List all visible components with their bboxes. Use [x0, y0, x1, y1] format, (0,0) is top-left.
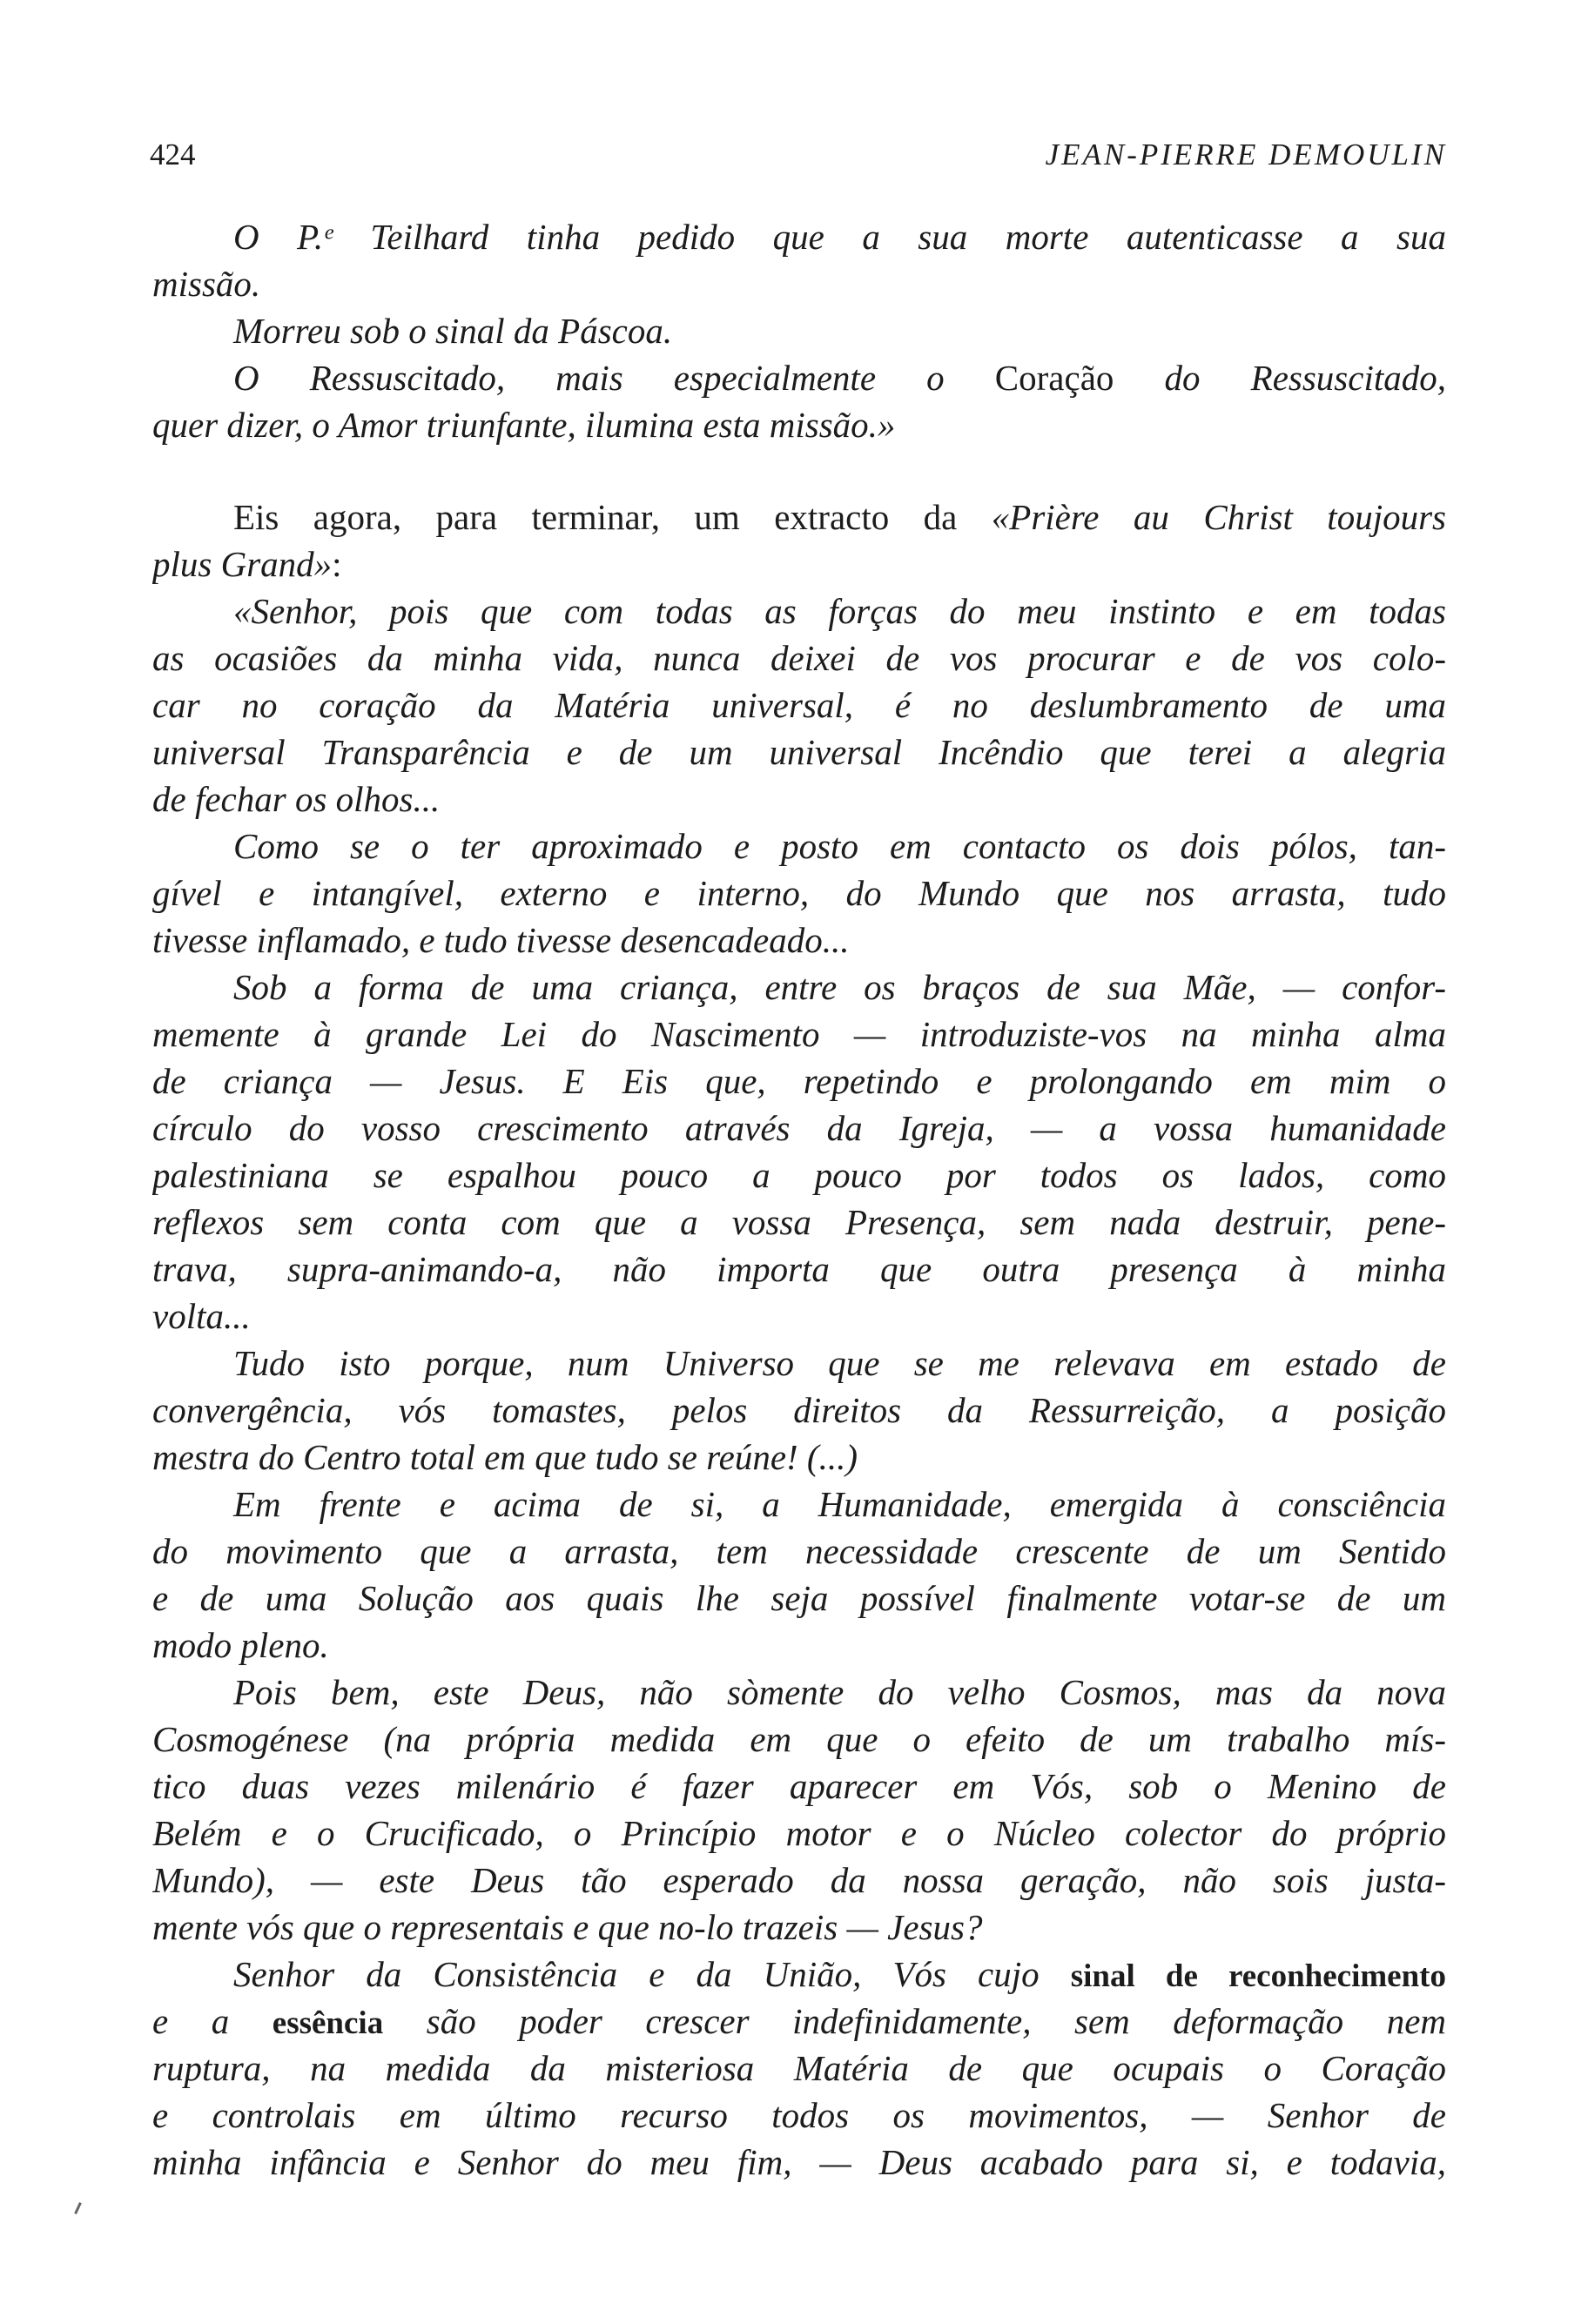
text-span: essência [272, 2005, 384, 2041]
text-line: Morreu sob o sinal da Páscoa. [233, 311, 673, 351]
text-line: Mundo), — este Deus tão esperado da nossa geração, não sois justa- [152, 1860, 1446, 1900]
text-line: O P.ᵉ Teilhard tinha pedido que a sua morte autenticasse a sua [233, 217, 1446, 257]
text-line: de fechar os olhos... [152, 779, 441, 819]
text-line: universal Transparência e de um universal Incêndio que terei a alegria [152, 732, 1446, 772]
text-line: Belém e o Crucificado, o Princípio motor e o Núcleo colector do próprio [152, 1813, 1446, 1853]
text-span: do Ressuscitado, [1114, 358, 1446, 398]
text-line: Pois bem, este Deus, não sòmente do velho Cosmos, mas da nova [233, 1672, 1446, 1712]
text-line: gível e intangível, externo e interno, do Mundo que nos arrasta, tudo [152, 873, 1446, 913]
text-line: tivesse inflamado, e tudo tivesse desencadeado... [152, 920, 850, 960]
text-line: minha infância e Senhor do meu fim, — Deus acabado para si, e todavia, [152, 2142, 1446, 2182]
text-line: mente vós que o representais e que no-lo trazeis — Jesus? [152, 1907, 983, 1947]
text-span: plus Grand» [152, 544, 333, 584]
text-line: de criança — Jesus. E Eis que, repetindo e prolongando em mim o [152, 1061, 1446, 1101]
text-line: memente à grande Lei do Nascimento — introduziste-vos na minha alma [152, 1014, 1446, 1054]
text-line [152, 1951, 1446, 1998]
text-line: volta... [152, 1296, 251, 1336]
text-line: missão. [152, 264, 261, 304]
text-line: quer dizer, o Amor triunfante, ilumina esta missão.» [152, 405, 896, 445]
text-span: Eis agora, para terminar, um extracto da [233, 497, 992, 537]
text-span: Senhor da Consistência e da União, Vós cujo [233, 1954, 1071, 1994]
text-line: tico duas vezes milenário é fazer aparecer em Vós, sob o Menino de [152, 1766, 1446, 1806]
text-line: mestra do Centro total em que tudo se reúne! (...) [152, 1437, 858, 1477]
text-line: reflexos sem conta com que a vossa Presença, sem nada destruir, pene- [152, 1202, 1446, 1242]
text-line: palestiniana se espalhou pouco a pouco por todos os lados, como [152, 1155, 1446, 1195]
text-line [152, 541, 1446, 588]
scan-speck [74, 2202, 82, 2214]
text-span: : [332, 544, 342, 584]
text-span: e a [152, 2001, 273, 2041]
text-line: as ocasiões da minha vida, nunca deixei de vos procurar e de vos colo- [152, 638, 1446, 678]
body-text [152, 213, 1446, 2186]
text-line: Cosmogénese (na própria medida em que o efeito de um trabalho mís- [152, 1719, 1446, 1759]
running-head: JEAN-PIERRE DEMOULIN [1045, 138, 1447, 171]
text-line: modo pleno. [152, 1625, 329, 1665]
text-line: trava, supra-animando-a, não importa que outra presença à minha [152, 1249, 1446, 1289]
text-line: Como se o ter aproximado e posto em contacto os dois pólos, tan- [233, 826, 1446, 866]
text-line: Tudo isto porque, num Universo que se me relevava em estado de [233, 1343, 1446, 1383]
text-line: e controlais em último recurso todos os movimentos, — Senhor de [152, 2095, 1446, 2135]
text-line [152, 494, 1446, 541]
page-number: 424 [150, 138, 196, 171]
paragraph-gap [152, 448, 1446, 494]
text-line: e de uma Solução aos quais lhe seja possível finalmente votar-se de um [152, 1578, 1446, 1618]
text-span: Coração [994, 358, 1114, 398]
text-line: car no coração da Matéria universal, é no deslumbramento de uma [152, 685, 1446, 725]
text-line: Sob a forma de uma criança, entre os braços de sua Mãe, — confor- [233, 967, 1446, 1007]
text-line: convergência, vós tomastes, pelos direitos da Ressurreição, a posição [152, 1390, 1446, 1430]
text-span: sinal de reconhecimento [1070, 1958, 1446, 1994]
text-span: «Prière au Christ toujours [991, 497, 1446, 537]
text-line: «Senhor, pois que com todas as forças do meu instinto e em todas [233, 591, 1446, 631]
page-header [150, 138, 1447, 186]
text-span: O Ressuscitado, mais especialmente o [233, 358, 995, 398]
text-line: do movimento que a arrasta, tem necessidade crescente de um Sentido [152, 1531, 1446, 1571]
text-line [152, 1998, 1446, 2045]
text-line [152, 354, 1446, 401]
text-line: Em frente e acima de si, a Humanidade, emergida à consciência [233, 1484, 1446, 1524]
text-line: círculo do vosso crescimento através da Igreja, — a vossa humanidade [152, 1108, 1446, 1148]
text-span: são poder crescer indefinidamente, sem deformação nem [383, 2001, 1446, 2041]
text-line: ruptura, na medida da misteriosa Matéria de que ocupais o Coração [152, 2048, 1446, 2088]
